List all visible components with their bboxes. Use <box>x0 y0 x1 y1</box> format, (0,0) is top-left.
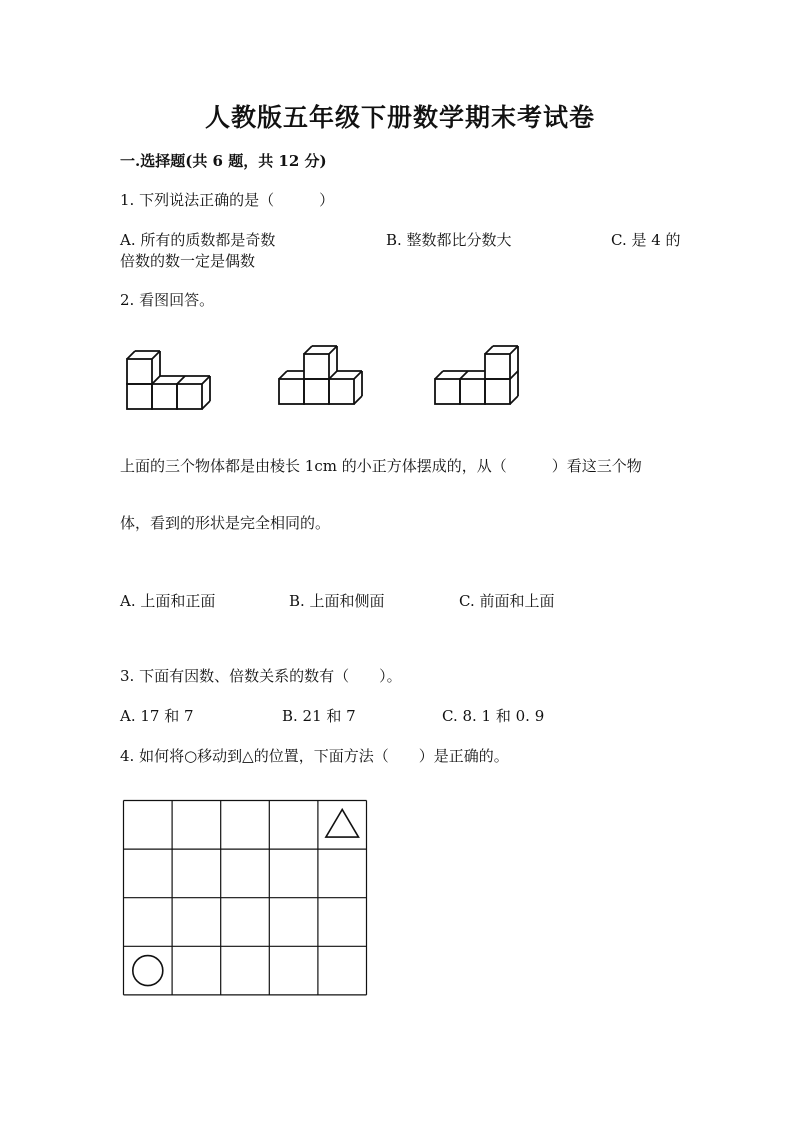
question-3-option-a: A. 17 和 7 <box>120 707 194 725</box>
question-1-option-c: C. 是 4 的 <box>611 231 681 249</box>
question-2-option-c: C. 前面和上面 <box>459 592 555 610</box>
question-1-option-b: B. 整数都比分数大 <box>386 231 512 249</box>
question-2-stem: 2. 看图回答。 <box>120 291 215 309</box>
circle-icon <box>133 956 163 986</box>
triangle-icon <box>326 810 359 838</box>
question-1-option-a: A. 所有的质数都是奇数 <box>120 231 276 249</box>
question-1-stem: 1. 下列说法正确的是（ ） <box>120 191 335 209</box>
section-heading: 一.选择题(共 6 题，共 12 分) <box>120 152 327 170</box>
question-2-option-a: A. 上面和正面 <box>120 592 216 610</box>
question-3-stem: 3. 下面有因数、倍数关系的数有（ ）。 <box>120 667 402 685</box>
question-1-option-c-continued: 倍数的数一定是偶数 <box>120 252 256 270</box>
page-title: 人教版五年级下册数学期末考试卷 <box>204 103 595 132</box>
cube-figure-3 <box>0 0 800 420</box>
question-2-text-line-2: 体，看到的形状是完全相同的。 <box>120 514 331 532</box>
question-4-stem: 4. 如何将○移动到△的位置，下面方法（ ）是正确的。 <box>120 747 509 765</box>
cube-figure-3-shape <box>435 346 518 404</box>
question-2-option-b: B. 上面和侧面 <box>289 592 385 610</box>
question-2-text-line-1: 上面的三个物体都是由棱长 1cm 的小正方体摆成的，从（ ）看这三个物 <box>120 457 642 475</box>
movement-grid <box>122 799 368 996</box>
question-3-option-c: C. 8. 1 和 0. 9 <box>442 707 545 725</box>
question-3-option-b: B. 21 和 7 <box>282 707 356 725</box>
